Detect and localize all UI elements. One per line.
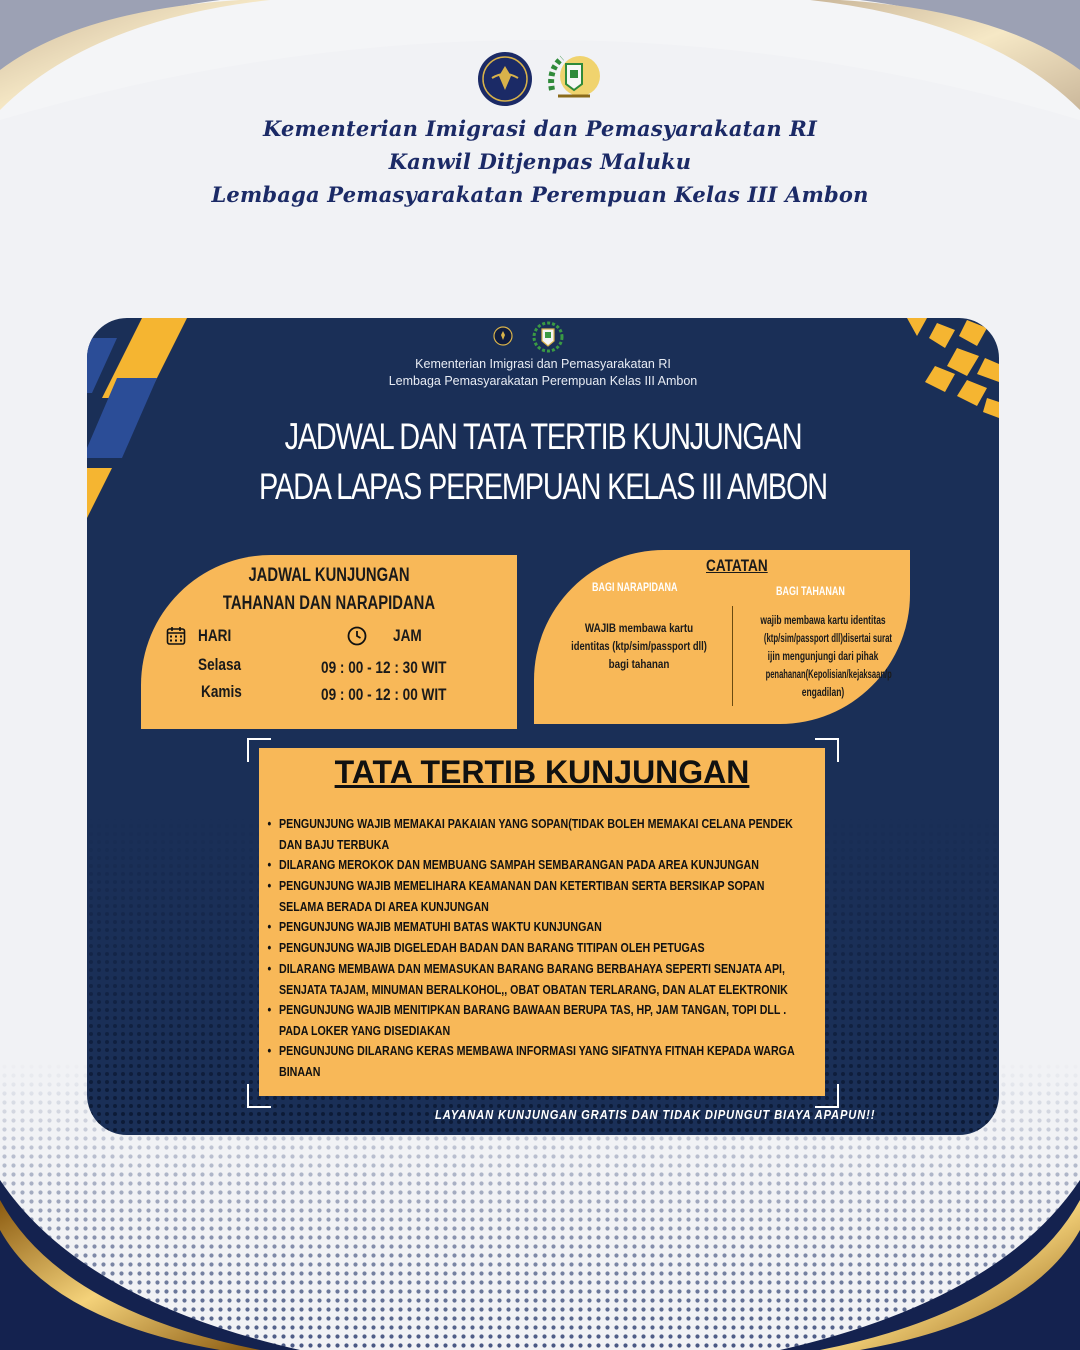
header-line-ministry: Kementerian Imigrasi dan Pemasyarakatan RI <box>262 116 818 141</box>
notes-left-heading: BAGI NARAPIDANA <box>592 580 678 594</box>
notes-right-text-1: wajib membawa kartu identitas <box>760 615 886 627</box>
notes-right-text-3: ijin mengunjungi dari pihak <box>767 651 879 663</box>
lapas-emblem-icon <box>544 50 604 106</box>
notes-left-text-3: bagi tahanan <box>608 657 670 671</box>
rule-item: • DILARANG MEROKOK DAN MEMBUANG SAMPAH SEMBARANGAN PADA AREA KUNJUNGAN <box>267 857 759 872</box>
poster-org-line-2: Lembaga Pemasyarakatan Perempuan Kelas III Ambon <box>388 374 698 388</box>
rule-item: • DILARANG MEMBAWA DAN MEMASUKAN BARANG BARANG BERBAHAYA SEPERTI SENJATA API, SENJATA TAJAM, MINUMAN BERALKOHOL,, OBAT OBATAN TERLARANG, DAN ALAT ELEKTRONIK <box>267 961 788 997</box>
header-line-lapas: Lembaga Pemasyarakatan Perempuan Kelas III Ambon <box>211 182 869 207</box>
schedule-title-line-1: JADWAL KUNJUNGAN <box>248 565 410 586</box>
poster-lapas-emblem-icon <box>531 320 565 354</box>
notes-divider <box>732 606 733 706</box>
rule-item: • PENGUNJUNG WAJIB MEMELIHARA KEAMANAN DAN KETERTIBAN SERTA BERSIKAP SOPAN SELAMA BERADA DI AREA KUNJUNGAN <box>267 878 765 914</box>
schedule-title-line-2: TAHANAN DAN NARAPIDANA <box>222 593 436 614</box>
rule-item: • PENGUNJUNG DILARANG KERAS MEMBAWA INFORMASI YANG SIFATNYA FITNAH KEPADA WARGA BINAAN <box>267 1043 795 1079</box>
clock-icon <box>347 626 367 646</box>
schedule-row-2-time: 09 : 00 - 12 : 00 WIT <box>321 685 447 704</box>
poster <box>87 318 999 1135</box>
poster-org-line-1: Kementerian Imigrasi dan Pemasyarakatan RI <box>415 357 671 371</box>
poster-title-line-2: PADA LAPAS PEREMPUAN KELAS III AMBON <box>259 466 827 507</box>
corner-mark-bl <box>247 1084 271 1108</box>
corner-mark-br <box>815 1084 839 1108</box>
rule-item: • PENGUNJUNG WAJIB MEMAKAI PAKAIAN YANG SOPAN(TIDAK BOLEH MEMAKAI CELANA PENDEK DAN BAJU TERBUKA <box>267 816 793 852</box>
day-header: HARI <box>198 626 232 645</box>
corner-mark-tr <box>815 738 839 762</box>
notes-box <box>534 550 910 724</box>
rules-box <box>259 748 825 1096</box>
ministry-emblem-icon <box>476 50 534 108</box>
rules-title: TATA TERTIB KUNJUNGAN <box>334 754 750 790</box>
schedule-row-2-day: Kamis <box>201 682 242 701</box>
rule-item: • PENGUNJUNG WAJIB DIGELEDAH BADAN DAN BARANG TITIPAN OLEH PETUGAS <box>267 940 705 955</box>
poster-footer: LAYANAN KUNJUNGAN GRATIS DAN TIDAK DIPUNGUT BIAYA APAPUN!! <box>435 1107 876 1122</box>
notes-right-text-4: penahanan(Kepolisian/kejaksaan/p <box>765 669 892 681</box>
schedule-row-1-time: 09 : 00 - 12 : 30 WIT <box>321 658 447 677</box>
calendar-icon <box>166 626 186 646</box>
notes-title: CATATAN <box>706 556 768 575</box>
notes-right-text-5: engadilan) <box>801 687 845 699</box>
time-header: JAM <box>393 626 422 645</box>
header-line-kanwil: Kanwil Ditjenpas Maluku <box>388 149 692 174</box>
notes-left-text-1: WAJIB membawa kartu <box>584 621 694 635</box>
poster-title-line-1: JADWAL DAN TATA TERTIB KUNJUNGAN <box>284 416 802 457</box>
notes-right-heading: BAGI TAHANAN <box>776 584 845 598</box>
schedule-row-1-day: Selasa <box>198 655 242 674</box>
rule-item: • PENGUNJUNG WAJIB MEMATUHI BATAS WAKTU KUNJUNGAN <box>267 919 602 934</box>
corner-mark-tl <box>247 738 271 762</box>
poster-ministry-emblem-icon <box>493 326 513 346</box>
notes-left-text-2: identitas (ktp/sim/passport dll) <box>571 639 707 653</box>
rule-item: • PENGUNJUNG WAJIB MENITIPKAN BARANG BAWAAN BERUPA TAS, HP, JAM TANGAN, TOPI DLL . PADA LOKER YANG DISEDIAKAN <box>267 1002 787 1038</box>
notes-right-text-2: (ktp/sim/passport dll)disertai surat <box>763 633 893 645</box>
schedule-box <box>141 555 517 729</box>
